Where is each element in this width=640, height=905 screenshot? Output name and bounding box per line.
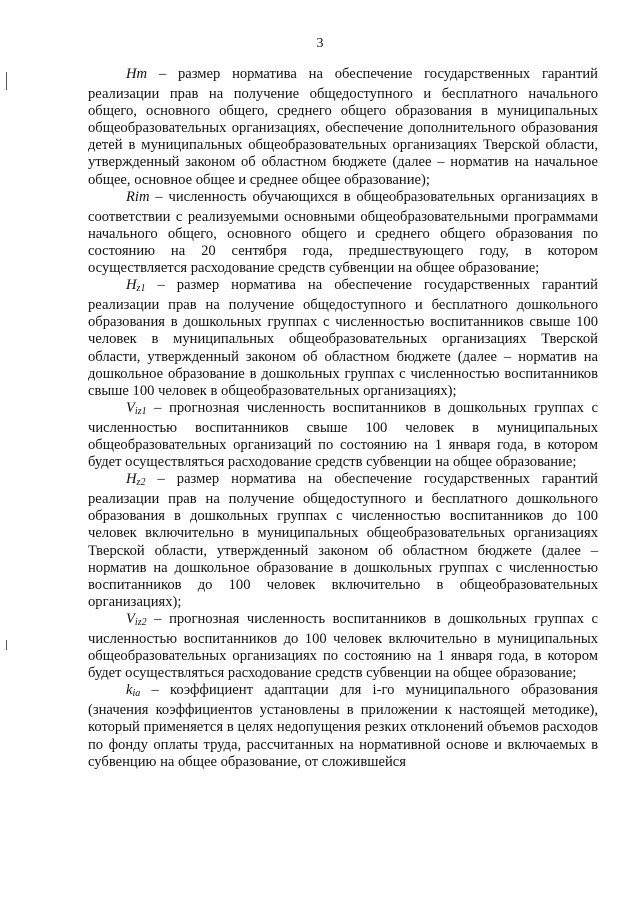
definition-text: – прогнозная численность воспитанников в дошкольных группах с численностью воспитанников свыше 100 человек в муниципальных общеобразовательных организаций по состоянию на 1 января года, в котором будет осуществляться расходование средств субвенции на общее образование;	[88, 399, 598, 471]
definition-text: – численность обучающихся в общеобразовательных организациях в соответствии с реализуемыми основными общеобразовательными программами начального общего, основного общего и среднего общего образования по состоянию на 20 сентября года, предшествующего году, в котором осуществляется расходование средств субвенции на общее образование;	[88, 188, 598, 277]
definition-paragraph	[88, 471, 598, 611]
variable-subscript: z2	[136, 477, 146, 489]
variable-symbol: k	[126, 682, 133, 699]
variable-subscript: ia	[132, 688, 141, 700]
definition-text: – размер норматива на обеспечение государственных гарантий реализации прав на получение общедоступного и бесплатного дошкольного образования в дошкольных группах с численностью воспитанников до 100 человек включительно в муниципальных общеобразовательных организациях Тверской области, утвержденный законом об областном бюджете (далее – норматив на дошкольное образование в дошкольных группах с численностью воспитанников до 100 человек включительно в общеобразовательных организациях);	[88, 471, 598, 610]
document-body	[88, 66, 598, 771]
variable-symbol: Hm	[126, 66, 148, 82]
variable-symbol: H	[126, 471, 137, 488]
definition-paragraph	[88, 611, 598, 682]
definition-text: – коэффициент адаптации для i-го муниципального образования (значения коэффициентов установлены в приложении к настоящей методике), который применяется в целях недопущения резких отклонений объемов расходов по фонду оплаты труда, рассчитанных на нормативной основе и включаемых в субвенцию на общее образование, от сложившейся	[88, 682, 598, 770]
definition-text: – размер норматива на обеспечение государственных гарантий реализации прав на получение общедоступного и бесплатного начального общего, основного общего, среднего общего образования в муниципальных общеобразовательных организациях, обеспечение дополнительного образования детей в муниципальных общеобразовательных организациях Тверской области, утвержденный законом об областном бюджете (далее – норматив на начальное общее, основное общее и среднее общее образование);	[88, 66, 598, 188]
variable-symbol: Rim	[126, 188, 150, 205]
scan-margin-mark	[6, 640, 7, 650]
scan-margin-mark	[6, 72, 7, 90]
definition-text: – прогнозная численность воспитанников в дошкольных группах с численностью воспитанников до 100 человек включительно в муниципальных общеобразовательных организациях по состоянию на 1 января года, в котором будет осуществляться расходование средств субвенции на общее образование;	[88, 610, 598, 682]
variable-symbol: V	[126, 399, 135, 416]
variable-subscript: z1	[136, 283, 146, 295]
definition-text: – размер норматива на обеспечение государственных гарантий реализации прав на получение общедоступного и бесплатного дошкольного образования в дошкольных группах с численностью воспитанников свыше 100 человек в муниципальных общеобразовательных организациях Тверской области, утвержденный законом об областном бюджете (далее – норматив на дошкольное образование в дошкольных группах с численностью воспитанников свыше 100 человек в общеобразовательных организациях);	[88, 277, 598, 399]
variable-symbol: V	[126, 610, 135, 627]
variable-symbol: H	[126, 277, 137, 294]
definition-paragraph	[88, 277, 598, 400]
definition-paragraph	[88, 189, 598, 277]
definition-paragraph	[88, 66, 598, 189]
definition-paragraph	[88, 682, 598, 770]
variable-subscript: iz2	[134, 616, 147, 628]
page-number: 3	[316, 36, 324, 51]
definition-paragraph	[88, 400, 598, 471]
variable-subscript: iz1	[134, 405, 147, 417]
